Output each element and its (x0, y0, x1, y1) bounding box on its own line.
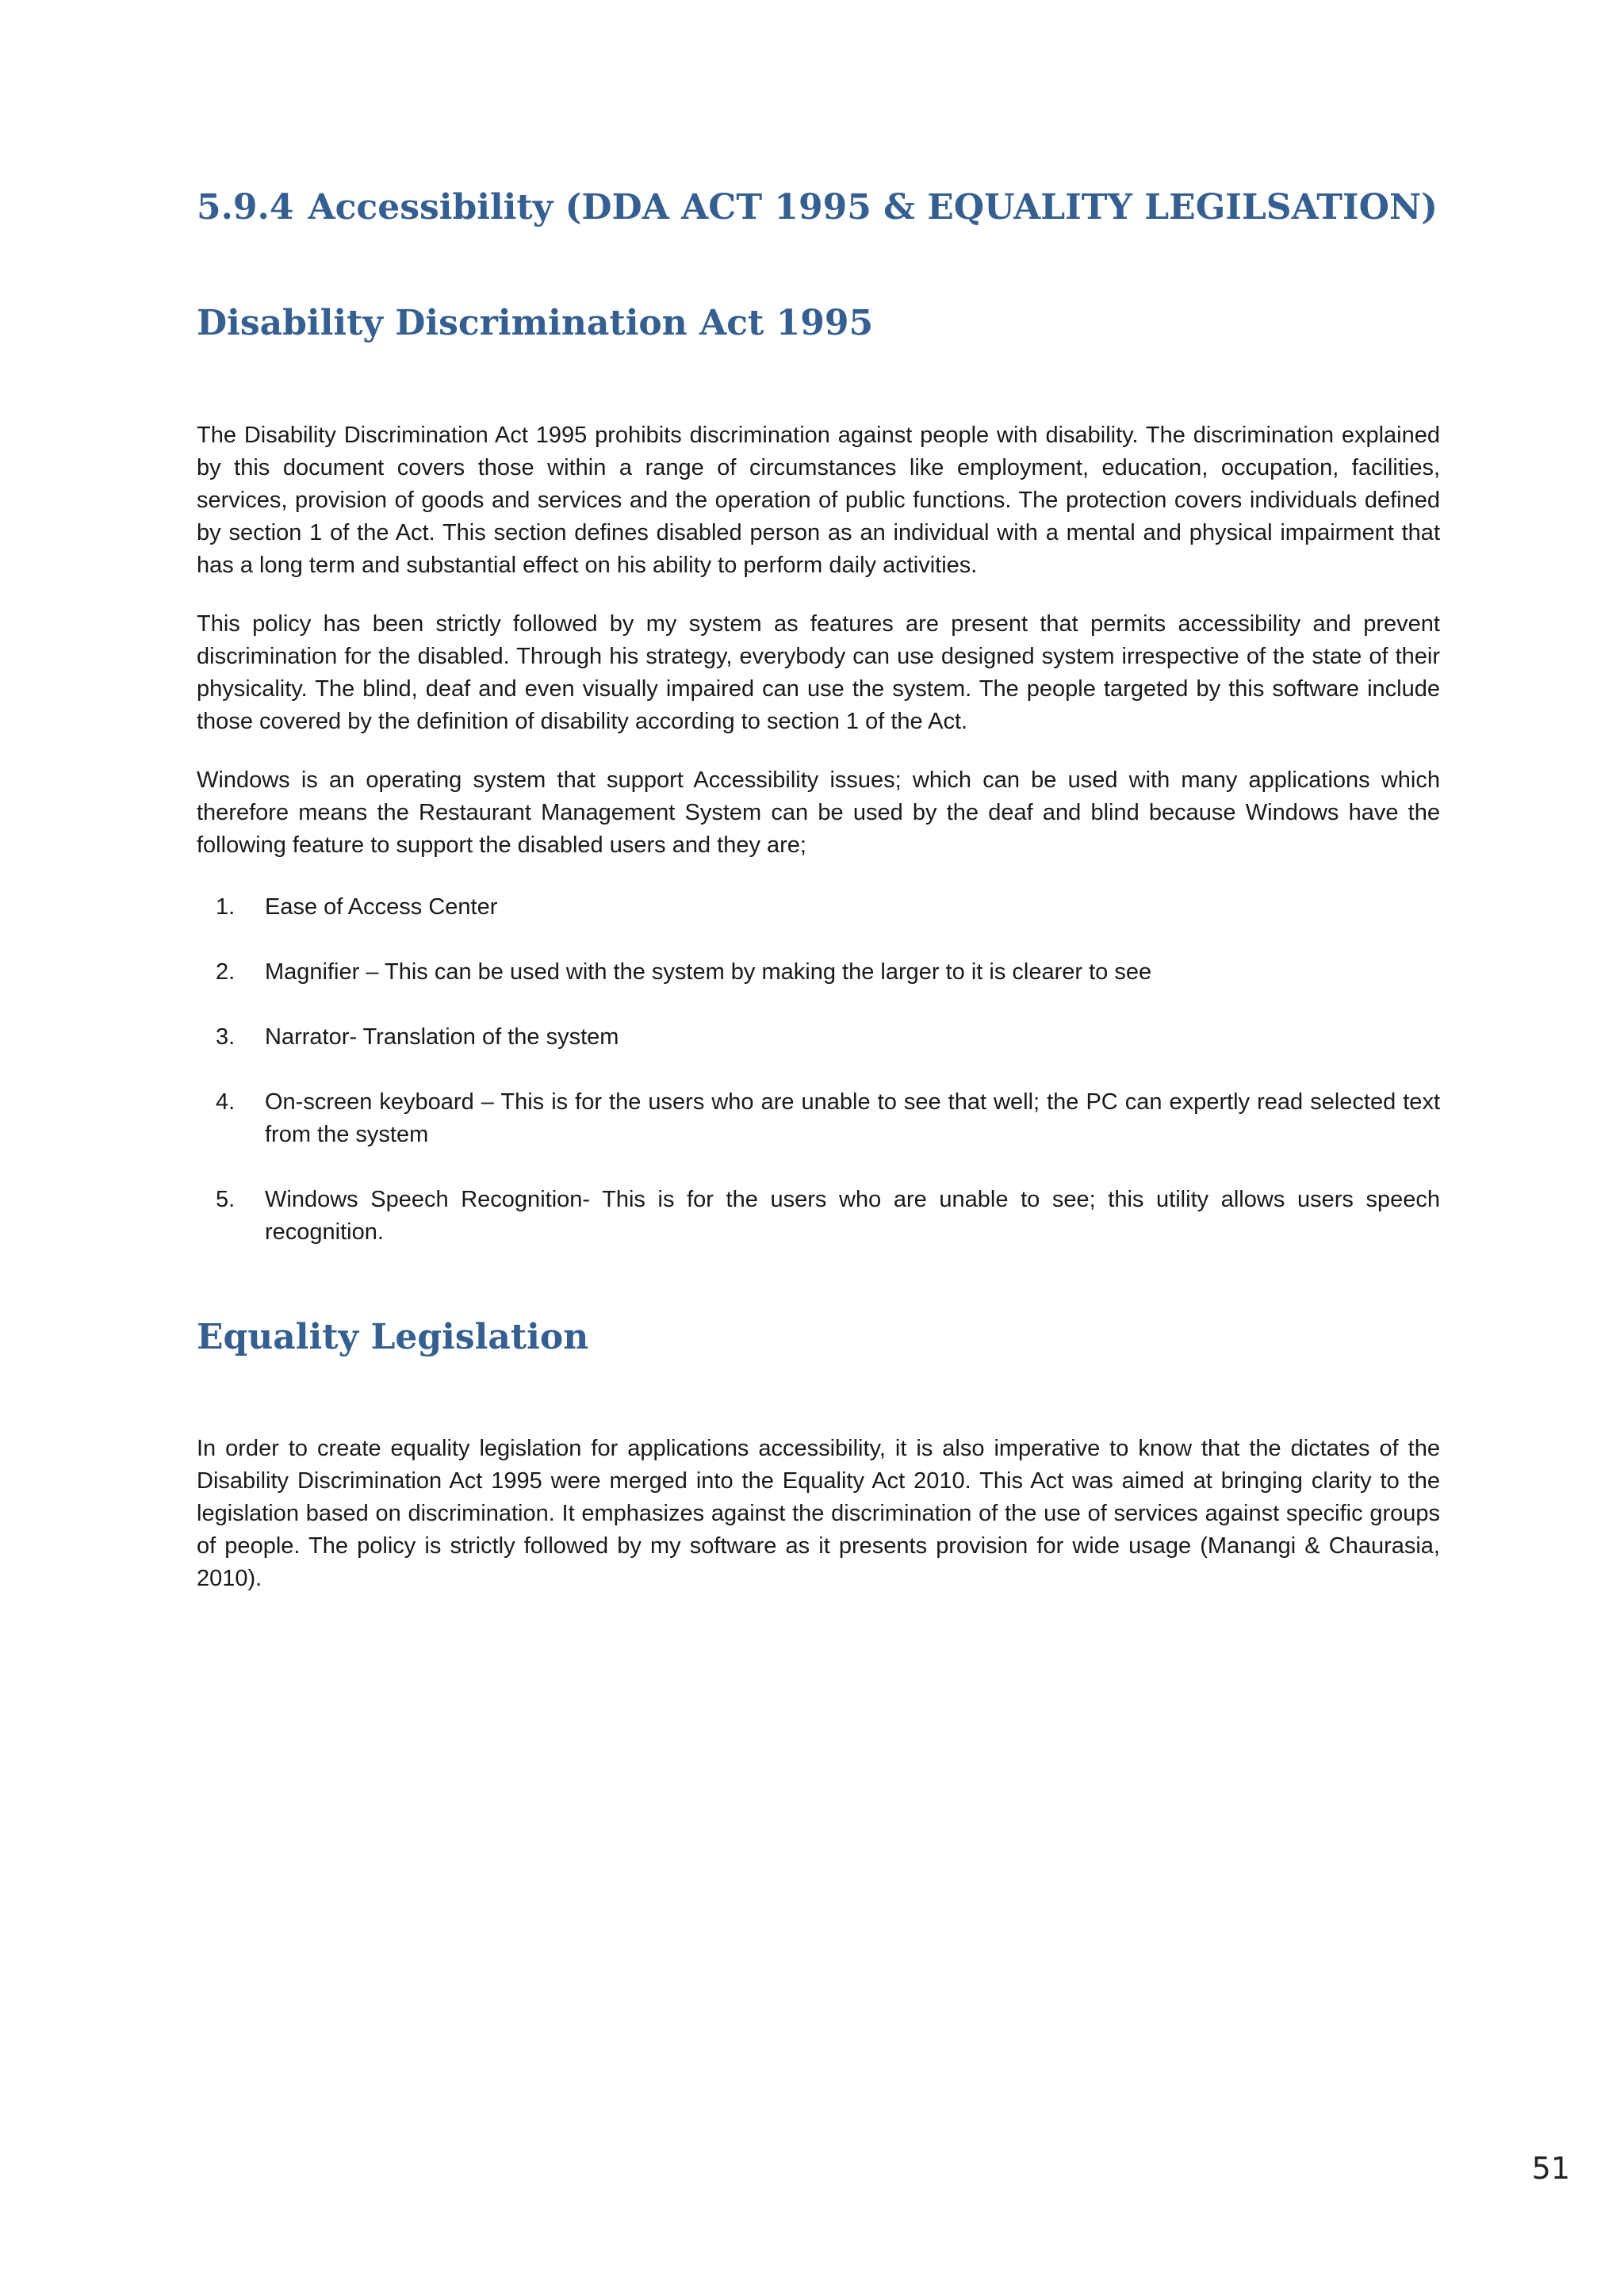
dda-paragraph-1: The Disability Discrimination Act 1995 prohibits discrimination against people with disability. The discrimination explained by this document covers those within a range of circumstances like employment, education, occupation, facilities, services, provision of goods and services and the operation of public functions. The protection covers individuals defined by section 1 of the Act. This section defines disabled person as an individual with a mental and physical impairment that has a long term and substantial effect on his ability to perform daily activities. (197, 423, 1440, 578)
list-item-number: 5. (216, 1187, 236, 1212)
section-heading (197, 184, 1440, 232)
page-number: 51 (1531, 2151, 1570, 2186)
list-item-text: Windows Speech Recognition- This is for the users who are unable to see; this utility allows users speech recognition. (265, 1187, 1440, 1245)
list-item-text: Ease of Access Center (265, 894, 498, 920)
section-number: 5.9.4 (197, 187, 294, 228)
section-title: Accessibility (DDA ACT 1995 & EQUALITY LEGILSATION) (308, 187, 1438, 228)
list-item-number: 3. (216, 1024, 236, 1050)
list-item-number: 1. (216, 894, 236, 920)
list-item-text: Narrator- Translation of the system (265, 1024, 619, 1050)
list-item-number: 4. (216, 1089, 236, 1115)
equality-heading: Equality Legislation (197, 1317, 589, 1357)
equality-paragraph: In order to create equality legislation for applications accessibility, it is also imperative to know that the dictates of the Disability Discrimination Act 1995 were merged into the Equality Act 2010. This Act was aimed at bringing clarity to the legislation based on discrimination. It emphasizes against the discrimination of the use of services against specific groups of people. The policy is strictly followed by my software as it presents provision for wide usage (Manangi & Chaurasia, 2010). (197, 1436, 1440, 1591)
list-item-text: Magnifier – This can be used with the system by making the larger to it is clearer to see (265, 959, 1152, 985)
list-item-text: On-screen keyboard – This is for the users who are unable to see that well; the PC can expertly read selected text from the system (265, 1089, 1440, 1147)
dda-heading: Disability Discrimination Act 1995 (197, 303, 874, 343)
list-item-number: 2. (216, 959, 236, 985)
dda-paragraph-2: This policy has been strictly followed by my system as features are present that permits accessibility and prevent discrimination for the disabled. Through his strategy, everybody can use designed system irrespective of the state of their physicality. The blind, deaf and even visually impaired can use the system. The people targeted by this software include those covered by the definition of disability according to section 1 of the Act. (197, 611, 1440, 734)
dda-paragraph-3: Windows is an operating system that support Accessibility issues; which can be used with many applications which therefore means the Restaurant Management System can be used by the deaf and blind because Windows have the following feature to support the disabled users and they are; (197, 767, 1440, 858)
